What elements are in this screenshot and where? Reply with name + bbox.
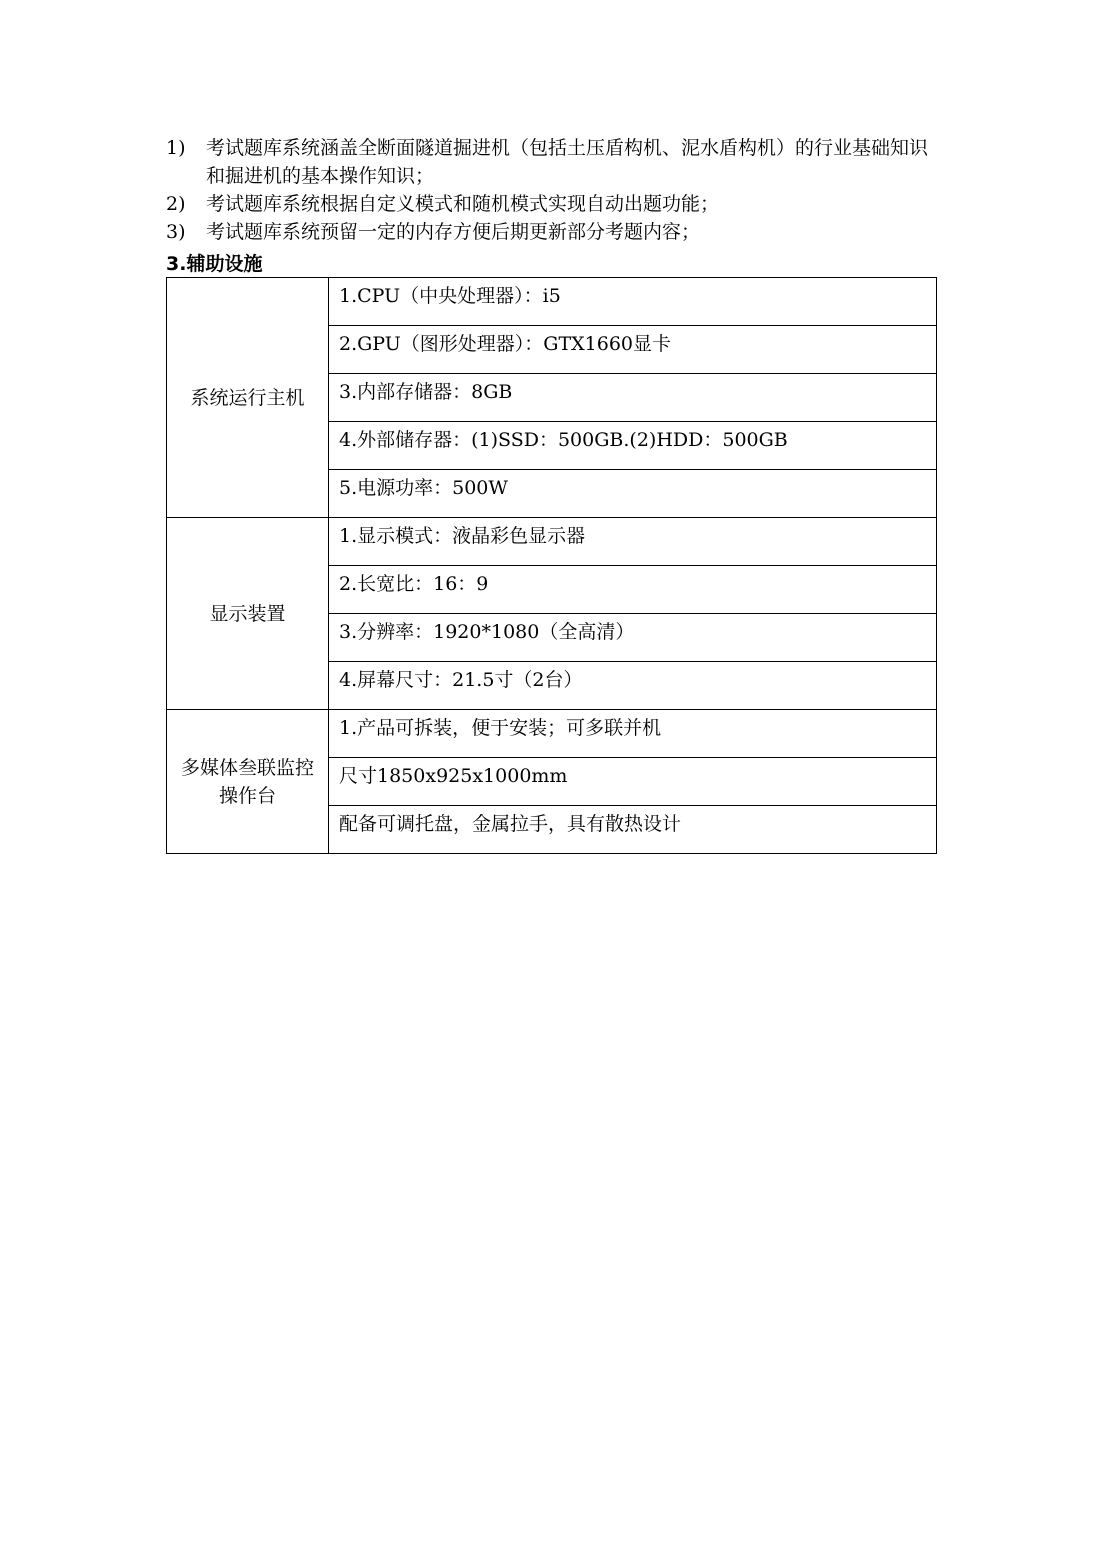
spec-cell: 3.分辨率：1920*1080（全高清）: [329, 614, 937, 662]
facilities-table: [166, 277, 937, 854]
spec-cell: 5.电源功率：500W: [329, 470, 937, 518]
spec-cell: 2.长宽比：16：9: [329, 566, 937, 614]
category-cell: [167, 710, 329, 854]
list-item-number: 1): [166, 137, 186, 159]
list-item-number: 2): [166, 193, 186, 215]
category-label: 显示装置: [209, 602, 286, 625]
spec-cell: 4.外部储存器：(1)SSD：500GB.(2)HDD：500GB: [329, 422, 937, 470]
list-item-text: 考试题库系统预留一定的内存方便后期更新部分考题内容；: [206, 221, 701, 243]
section-heading: 3.辅助设施: [166, 253, 263, 275]
list-item: [166, 134, 946, 190]
intro-list: [166, 134, 946, 246]
list-item: [166, 218, 946, 246]
table-row: [167, 710, 937, 758]
spec-cell: 3.内部存储器：8GB: [329, 374, 937, 422]
category-label: 系统运行主机: [190, 386, 305, 409]
category-cell: [167, 278, 329, 518]
list-item-text: 考试题库系统根据自定义模式和随机模式实现自动出题功能；: [206, 193, 720, 215]
spec-cell: 2.GPU（图形处理器）：GTX1660显卡: [329, 326, 937, 374]
list-item-text: 考试题库系统涵盖全断面隧道掘进机（包括土压盾构机、泥水盾构机）的行业基础知识和掘进机的基本操作知识；: [206, 137, 929, 187]
category-label: 多媒体叁联监控操作台: [180, 756, 314, 807]
spec-cell: 尺寸1850x925x1000mm: [329, 758, 937, 806]
table-row: [167, 278, 937, 326]
spec-cell: 1.显示模式：液晶彩色显示器: [329, 518, 937, 566]
spec-cell: 1.CPU（中央处理器）：i5: [329, 278, 937, 326]
list-item: [166, 190, 946, 218]
table-row: [167, 518, 937, 566]
spec-cell: 配备可调托盘，金属拉手，具有散热设计: [329, 806, 937, 854]
category-cell: [167, 518, 329, 710]
list-item-number: 3): [166, 221, 186, 243]
spec-cell: 1.产品可拆装，便于安装；可多联并机: [329, 710, 937, 758]
spec-cell: 4.屏幕尺寸：21.5寸（2台）: [329, 662, 937, 710]
